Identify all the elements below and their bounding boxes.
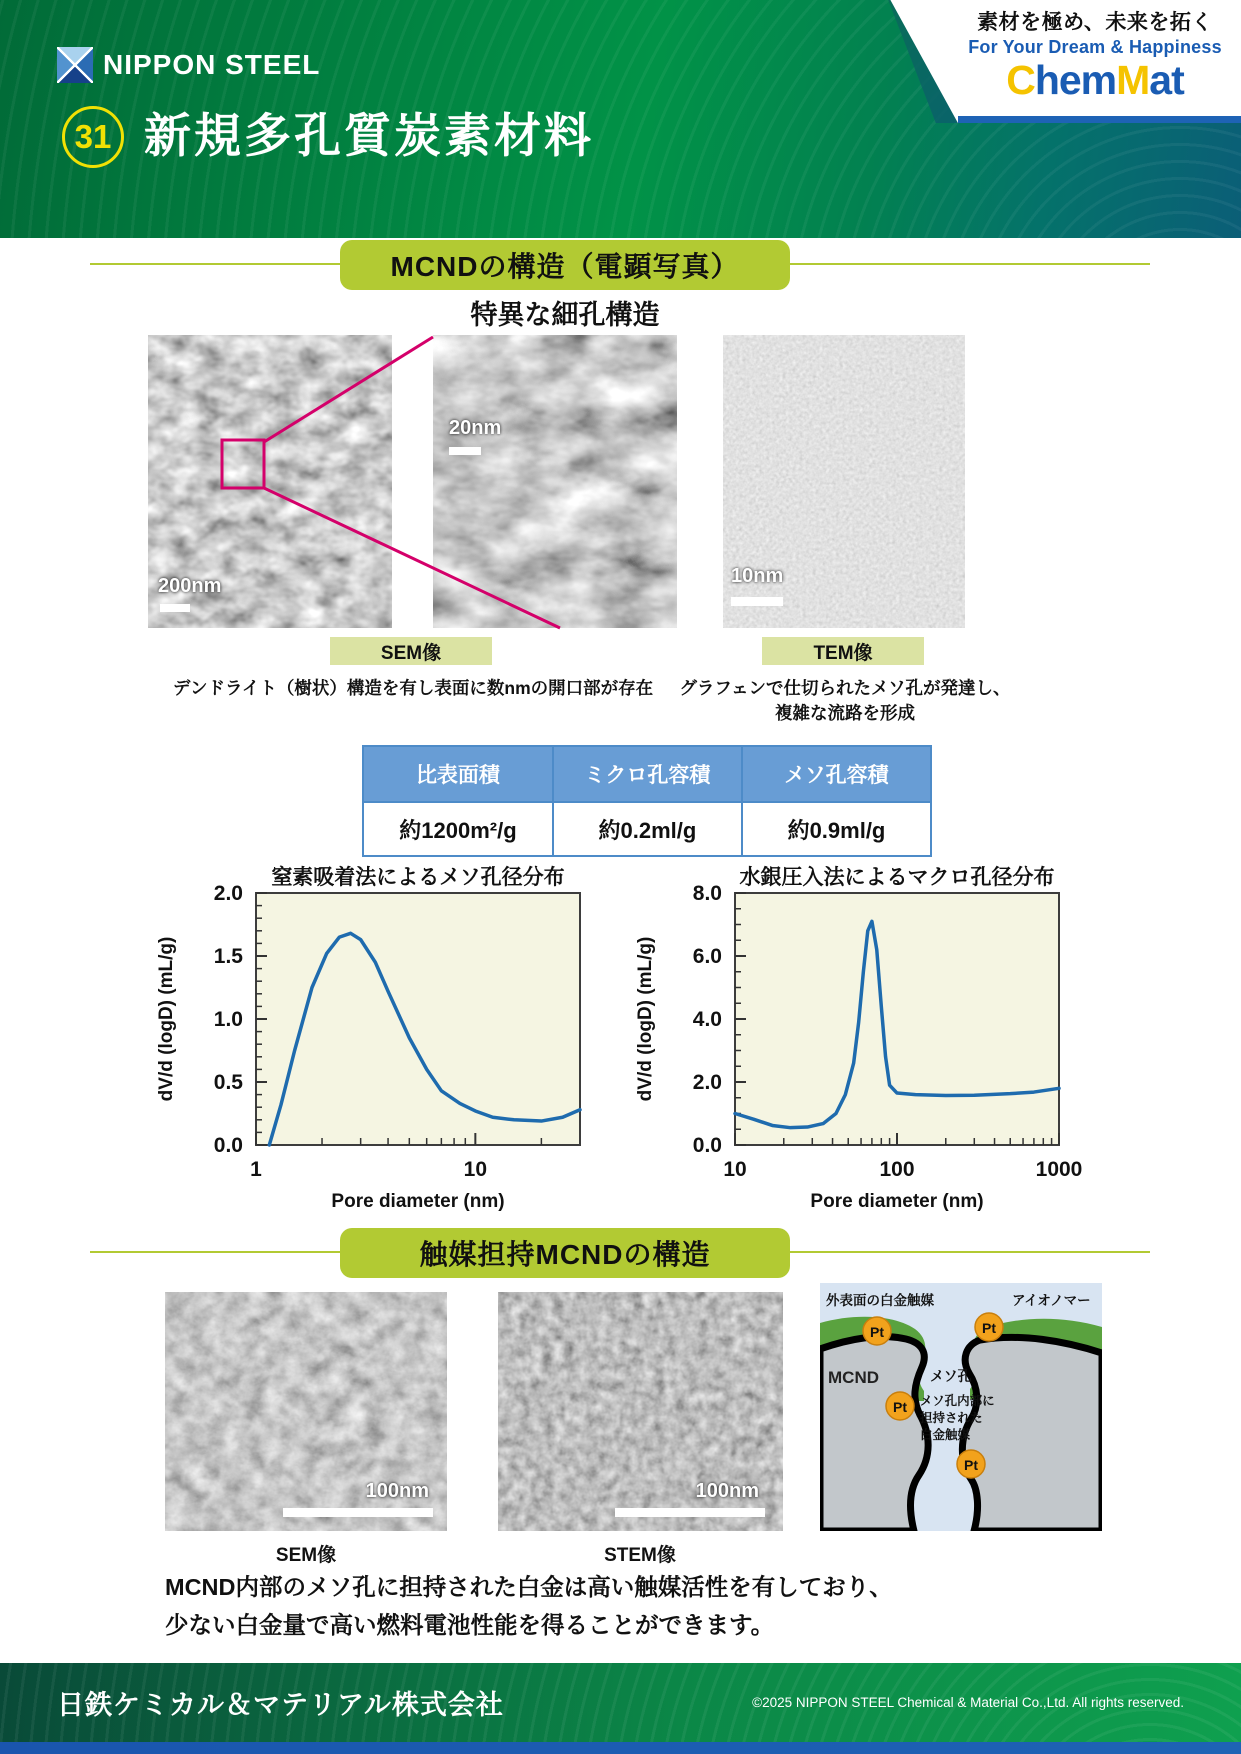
mcnd-body-left bbox=[820, 1337, 928, 1531]
svg-text:メソ孔内部に: メソ孔内部に bbox=[920, 1394, 995, 1408]
nippon-steel-logo-text: NIPPON STEEL bbox=[103, 49, 321, 80]
diagram-label-mesopore: メソ孔 bbox=[930, 1368, 972, 1384]
chemmat-logo bbox=[960, 57, 1230, 103]
spec-table-value-row bbox=[363, 802, 931, 856]
svg-text:10: 10 bbox=[723, 1158, 747, 1181]
svg-text:dV/d (logD) (mL/g): dV/d (logD) (mL/g) bbox=[156, 936, 177, 1102]
footer-blue-strip bbox=[0, 1742, 1241, 1754]
mcnd-body-right bbox=[962, 1337, 1102, 1531]
sem-image-label: SEM像 bbox=[330, 637, 492, 665]
svg-text:0.0: 0.0 bbox=[213, 1134, 243, 1157]
svg-text:担持された: 担持された bbox=[920, 1411, 983, 1425]
footer-copyright: ©2025 NIPPON STEEL Chemical & Material Co.,Ltd. All rights reserved. bbox=[752, 1695, 1184, 1710]
spec-value-micropore: 約0.2ml/g bbox=[553, 802, 742, 856]
sem-caption: デンドライト（樹状）構造を有し表面に数nmの開口部が存在 bbox=[172, 678, 654, 698]
summary-line1: MCND内部のメソ孔に担持された白金は高い触媒活性を有しており、 bbox=[165, 1574, 893, 1600]
svg-text:Pt: Pt bbox=[870, 1324, 884, 1340]
svg-text:4.0: 4.0 bbox=[692, 1008, 722, 1031]
catalyst-schematic-diagram bbox=[820, 1283, 1102, 1531]
summary-line2: 少ない白金量で高い燃料電池性能を得ることができます。 bbox=[165, 1612, 775, 1639]
stem-catalyst-label: STEM像 bbox=[604, 1545, 676, 1566]
scale-bar bbox=[160, 604, 190, 612]
chart-mercury-title: 水銀圧入法によるマクロ孔径分布 bbox=[739, 866, 1055, 889]
brand-block bbox=[960, 6, 1230, 101]
spec-table-header-row bbox=[363, 746, 931, 802]
tem-caption-line1: グラフェンで仕切られたメソ孔が発達し、 bbox=[679, 678, 1011, 698]
svg-text:Pt: Pt bbox=[964, 1457, 978, 1473]
scale-bar bbox=[615, 1508, 765, 1517]
nippon-steel-logo bbox=[57, 47, 320, 83]
scale-bar bbox=[283, 1508, 433, 1517]
svg-text:dV/d (logD) (mL/g): dV/d (logD) (mL/g) bbox=[635, 936, 656, 1102]
chemmat-part: at bbox=[1149, 57, 1184, 103]
page-number-badge: 31 bbox=[62, 106, 124, 168]
sem-micrograph-overview bbox=[148, 335, 392, 628]
pt-particle bbox=[975, 1313, 1003, 1341]
chemmat-part: M bbox=[1116, 57, 1150, 103]
tem-image-label: TEM像 bbox=[762, 637, 924, 665]
svg-text:100: 100 bbox=[879, 1158, 915, 1181]
spec-table bbox=[362, 745, 932, 857]
brand-underline-strip bbox=[958, 116, 1241, 123]
svg-text:10: 10 bbox=[463, 1158, 488, 1181]
spec-header-surface-area: 比表面積 bbox=[363, 746, 553, 802]
diagram-label-ionomer: アイオノマー bbox=[1012, 1293, 1091, 1308]
svg-text:2.0: 2.0 bbox=[692, 1071, 722, 1094]
section2-heading: 触媒担持MCNDの構造 bbox=[340, 1228, 790, 1278]
scale-bar-label: 100nm bbox=[695, 1480, 759, 1502]
svg-text:Pt: Pt bbox=[893, 1399, 907, 1415]
stem-catalyst-micrograph bbox=[498, 1292, 783, 1531]
scale-bar-label: 200nm bbox=[158, 575, 222, 597]
summary-statement bbox=[165, 1568, 893, 1644]
scale-bar-label: 20nm bbox=[449, 417, 502, 439]
svg-text:8.0: 8.0 bbox=[692, 882, 722, 905]
sem-catalyst-label: SEM像 bbox=[275, 1545, 337, 1566]
svg-text:2.0: 2.0 bbox=[213, 882, 243, 905]
spec-value-mesopore: 約0.9ml/g bbox=[742, 802, 931, 856]
chemmat-part: C bbox=[1006, 57, 1035, 103]
svg-text:1: 1 bbox=[250, 1158, 262, 1181]
svg-text:1.0: 1.0 bbox=[213, 1008, 243, 1031]
scale-bar-label: 100nm bbox=[365, 1480, 429, 1502]
chart-mercury-macropore-distribution bbox=[625, 850, 1105, 1212]
scale-bar-label: 10nm bbox=[731, 565, 784, 587]
svg-text:1000: 1000 bbox=[1035, 1158, 1083, 1181]
spec-value-surface-area: 約1200m²/g bbox=[363, 802, 553, 856]
sem-catalyst-micrograph bbox=[165, 1292, 447, 1531]
section1-heading: MCNDの構造（電顕写真） bbox=[340, 240, 790, 290]
svg-text:0.5: 0.5 bbox=[213, 1071, 243, 1094]
chemmat-part: hem bbox=[1034, 57, 1117, 103]
tem-caption bbox=[660, 676, 1030, 727]
header-banner bbox=[0, 0, 1241, 238]
scale-bar bbox=[449, 447, 481, 455]
section1-subtitle: 特異な細孔構造 bbox=[470, 300, 660, 330]
nippon-steel-diamond-icon bbox=[57, 47, 93, 83]
svg-text:6.0: 6.0 bbox=[692, 945, 722, 968]
svg-text:Pt: Pt bbox=[982, 1320, 996, 1336]
tem-micrograph bbox=[723, 335, 965, 628]
footer-company-name: 日鉄ケミカル＆マテリアル株式会社 bbox=[57, 1690, 504, 1720]
tem-caption-line2: 複雑な流路を形成 bbox=[775, 703, 915, 724]
pt-particle bbox=[886, 1392, 914, 1420]
spec-header-mesopore: メソ孔容積 bbox=[742, 746, 931, 802]
svg-text:1.5: 1.5 bbox=[213, 945, 243, 968]
sem-micrograph-zoom bbox=[433, 335, 677, 628]
pt-particle bbox=[863, 1317, 891, 1345]
svg-text:白金触媒: 白金触媒 bbox=[920, 1428, 971, 1442]
pt-particle bbox=[957, 1450, 985, 1478]
svg-text:0.0: 0.0 bbox=[692, 1134, 722, 1157]
page-title: 新規多孔質炭素材料 bbox=[144, 109, 594, 162]
svg-text:Pore diameter (nm): Pore diameter (nm) bbox=[331, 1191, 505, 1212]
diagram-label-outer-pt: 外表面の白金触媒 bbox=[826, 1293, 934, 1308]
brand-tagline-en: For Your Dream & Happiness bbox=[968, 37, 1222, 57]
diagram-label-mcnd: MCND bbox=[828, 1368, 879, 1387]
scale-bar bbox=[731, 597, 783, 606]
svg-text:Pore diameter (nm): Pore diameter (nm) bbox=[810, 1191, 984, 1212]
spec-header-micropore: ミクロ孔容積 bbox=[553, 746, 742, 802]
chart-nitrogen-mesopore-distribution bbox=[146, 850, 626, 1212]
footer-banner bbox=[0, 1663, 1241, 1742]
chart-nitrogen-title: 窒素吸着法によるメソ孔径分布 bbox=[271, 866, 565, 889]
brand-tagline-jp: 素材を極め、未来を拓く bbox=[977, 11, 1213, 34]
